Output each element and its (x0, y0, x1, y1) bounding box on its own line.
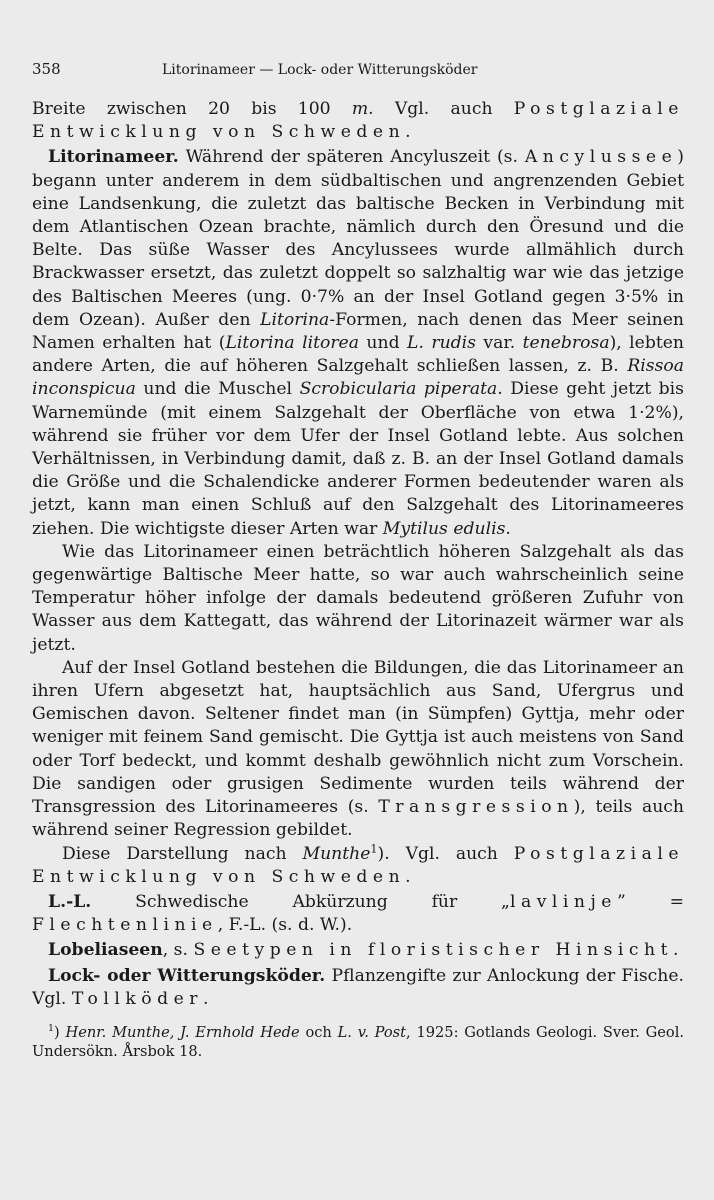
paragraph-source: Diese Darstellung nach Munthe$^1$). Vgl. auch Postglaziale Entwicklung von Schweden. (32, 841, 685, 887)
entry-headword: L.-L. (48, 891, 92, 912)
cross-reference: Tollköder (71, 988, 204, 1009)
entry-headword: Lock- oder Witterungsköder. (48, 965, 326, 986)
footnote-marker: 1 (370, 841, 378, 855)
entry-l-l: L.-L. Schwedische Abkürzung für „lavlinje” = Flechtenlinie, F.-L. (s. d. W.). (32, 891, 684, 936)
entry-headword: Litorinameer. (48, 147, 179, 168)
cross-reference: Seetypen in floristischer Hinsicht (193, 940, 674, 961)
entry-lock-oder-witterungskoeder: Lock- oder Witterungsköder. Pflanzengifte zur Anlockung der Fische. Vgl. Tollköder. (32, 965, 684, 1009)
footnotes (32, 1023, 684, 1061)
entry-lobeliaseen: Lobeliaseen, s. Seetypen in floristischer Hinsicht. (48, 940, 679, 961)
page-header (32, 60, 684, 82)
paragraph-gotland: Auf der Insel Gotland bestehen die Bildungen, die das Litorinameer an ihren Ufern abgesetzt hat, hauptsächlich aus Sand, Ufergrus und Gemischen davon. Seltener findet man (in Sümpfen) Gyttja, mehr oder weniger mit feinem Sand gemischt. Die Gyttja ist auch meistens von Sand oder Torf bedeckt, und kommt deshalb gewöhnlich nicht zum Vorschein. Die sandigen oder grusigen Sedimente wurden teils während der Transgression des Litorinameeres (s. Transgression), teils auch während seiner Regression gebildet. (32, 657, 684, 841)
paragraph-continuation: Breite zwischen 20 bis 100 m. Vgl. auch Postglaziale Entwicklung von Schweden. (32, 99, 684, 143)
footnote: $^1$) Henr. Munthe, J. Ernhold Hede och L. v. Post, 1925: Gotlands Geologi. Sver. Geol. Undersökn. Årsbok 18. (32, 1023, 684, 1060)
page-number: 358 (32, 60, 61, 78)
cross-reference: Transgression (378, 797, 574, 818)
paragraph-temperature: Wie das Litorinameer einen beträchtlich höheren Salzgehalt als das gegenwärtige Baltische Meer hatte, so war auch wahrscheinlich seine Temperatur höher infolge der damals bedeutend größeren Zufuhr von Wasser aus dem Kattegatt, das während der Litorinazeit wärmer war als jetzt. (32, 541, 684, 655)
cross-reference: Flechtenlinie (32, 915, 218, 936)
cross-reference: Postglaziale Entwicklung von Schweden (32, 99, 684, 143)
entry-headword: Lobeliaseen (48, 940, 163, 961)
cross-reference: Ancylussee (524, 147, 678, 168)
entry-litorinameer: Litorinameer. Während der späteren Ancyluszeit (s. Ancylussee) begann unter anderem in dem südbaltischen und angrenzenden Gebiet eine Landsenkung, die zuletzt das baltische Becken in Verbindung mit dem Atlantischen Ozean brachte, nämlich durch den Öresund und die Belte. Das süße Wasser des Ancylussees wurde allmählich durch Brackwasser ersetzt, das zuletzt doppelt so salzhaltig war wie das jetzige des Baltischen Meeres (ung. 0·7% an der Insel Gotland gegen 3·5% in dem Ozean). Außer den Litorina-Formen, nach denen das Meer seinen Namen erhalten hat (Litorina litorea und L. rudis var. tenebrosa), lebten andere Arten, die auf höheren Salzgehalt schließen lassen, z. B. Rissoa inconspicua und die Muschel Scrobicularia piperata. Diese geht jetzt bis Warnemünde (mit einem Salzgehalt der Oberfläche von etwa 1·2%), während sie früher vor dem Ufer der Insel Gotland lebte. Aus solchen Verhältnissen, in Verbindung damit, daß z. B. an der Insel Gotland damals die Größe und die Schalendicke anderer Formen bedeutender waren als jetzt, kann man einen Schluß auf den Salzgehalt des Litorinameeres ziehen. Die wichtigste dieser Arten war Mytilus edulis. (32, 147, 684, 539)
cross-reference: Postglaziale Entwicklung von Schweden (32, 843, 685, 887)
page-body (32, 98, 684, 1011)
running-title: Litorinameer — Lock- oder Witterungsköder (162, 62, 478, 78)
footnote-number: 1 (48, 1023, 55, 1035)
